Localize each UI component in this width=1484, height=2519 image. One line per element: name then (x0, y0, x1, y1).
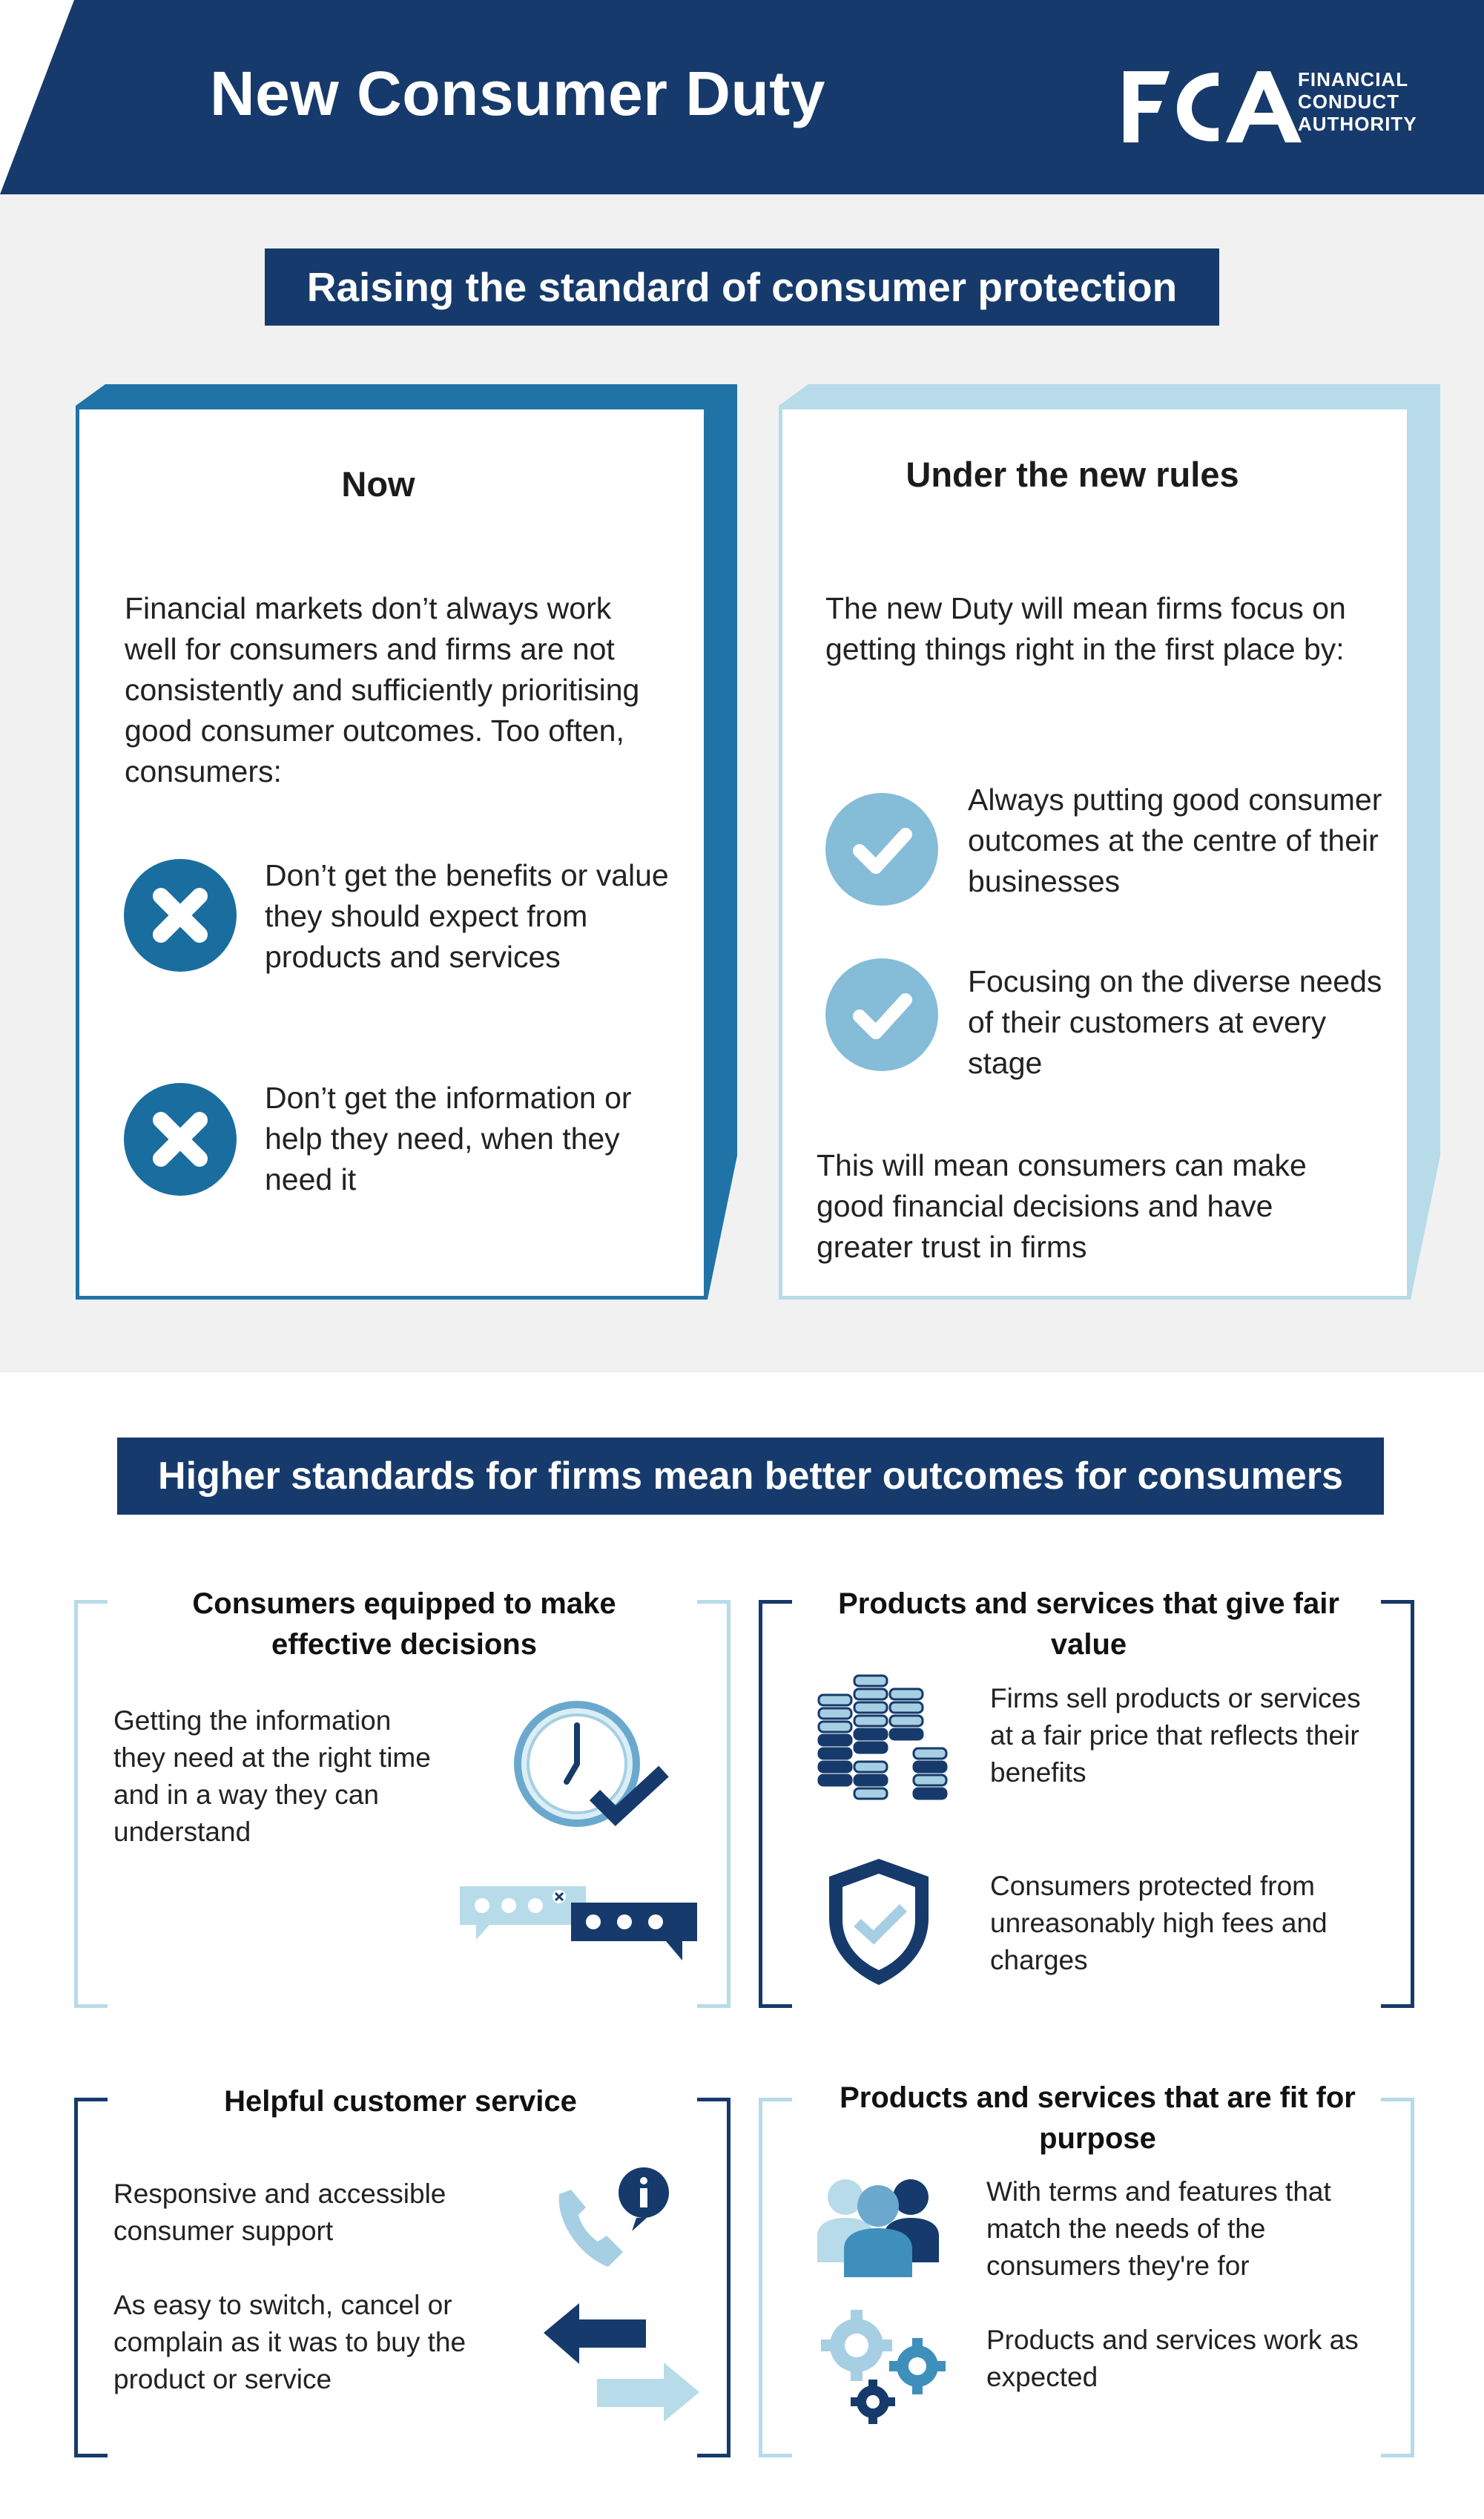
section-banner-bottom: Higher standards for firms mean better outcomes for consumers (117, 1438, 1384, 1515)
switch-arrows-icon (544, 2303, 699, 2422)
box-bracket (759, 2098, 792, 2457)
box-bracket (697, 1600, 731, 2008)
section-banner-top: Raising the standard of consumer protection (265, 248, 1219, 326)
new-rules-outro: This will mean consumers can make good financial decisions and have greater trust in firms (817, 1148, 1307, 1264)
fair-value-point: Consumers protected from unreasonably high fees and charges (990, 1871, 1328, 1975)
fair-value-title: Products and services that give fair value (838, 1587, 1339, 1661)
shield-check-icon (823, 1854, 934, 1988)
cross-icon (124, 859, 237, 972)
now-point: Don’t get the benefits or value they should expect from products and services (265, 858, 669, 974)
fair-value-point: Firms sell products or services at a fair price that reflects their benefits (990, 1683, 1361, 1788)
now-point: Don’t get the information or help they need, when they need it (265, 1081, 632, 1196)
cross-icon (124, 1083, 237, 1196)
check-icon (825, 958, 938, 1071)
new-rules-intro: The new Duty will mean firms focus on getting things right in the first place by: (825, 591, 1346, 666)
fit-purpose-title: Products and services that are fit for purpose (840, 2081, 1356, 2155)
phone-info-icon (549, 2164, 675, 2276)
page-title: New Consumer Duty (210, 59, 825, 128)
fca-logo-icon (1124, 67, 1302, 147)
new-rules-card-title: Under the new rules (906, 455, 1239, 494)
logo-line: AUTHORITY (1298, 113, 1417, 135)
box-bracket (74, 2098, 108, 2457)
people-icon (816, 2175, 942, 2279)
box-bracket (74, 1600, 108, 2008)
logo-line: FINANCIAL (1298, 68, 1409, 90)
fit-purpose-point: With terms and features that match the needs of the consumers they're for (986, 2176, 1331, 2281)
box-bracket (697, 2098, 731, 2457)
fca-logo-text (1298, 68, 1417, 135)
box-bracket (759, 1600, 792, 2008)
decisions-body: Getting the information they need at the right time and in a way they can understand (113, 1705, 431, 1847)
now-card-title: Now (341, 464, 415, 504)
decisions-title: Consumers equipped to make effective decisions (192, 1587, 616, 1661)
service-point: As easy to switch, cancel or complain as it was to buy the product or service (113, 2290, 466, 2394)
coin-stacks-icon (816, 1673, 949, 1802)
gears-icon (820, 2307, 949, 2426)
now-intro: Financial markets don’t always work well for consumers and firms are not consistently and sufficiently prioritising good consumer outcomes. Too often, consumers: (125, 591, 640, 788)
service-point: Responsive and accessible consumer support (113, 2179, 446, 2246)
new-rules-point: Focusing on the diverse needs of their customers at every stage (968, 964, 1382, 1080)
logo-line: CONDUCT (1298, 90, 1399, 113)
check-icon (825, 793, 938, 906)
clock-check-icon (512, 1699, 675, 1832)
service-title: Helpful customer service (224, 2085, 577, 2118)
chat-bubbles-icon (460, 1880, 697, 1966)
fit-purpose-point: Products and services work as expected (986, 2325, 1359, 2392)
new-rules-point: Always putting good consumer outcomes at the centre of their businesses (968, 783, 1382, 898)
